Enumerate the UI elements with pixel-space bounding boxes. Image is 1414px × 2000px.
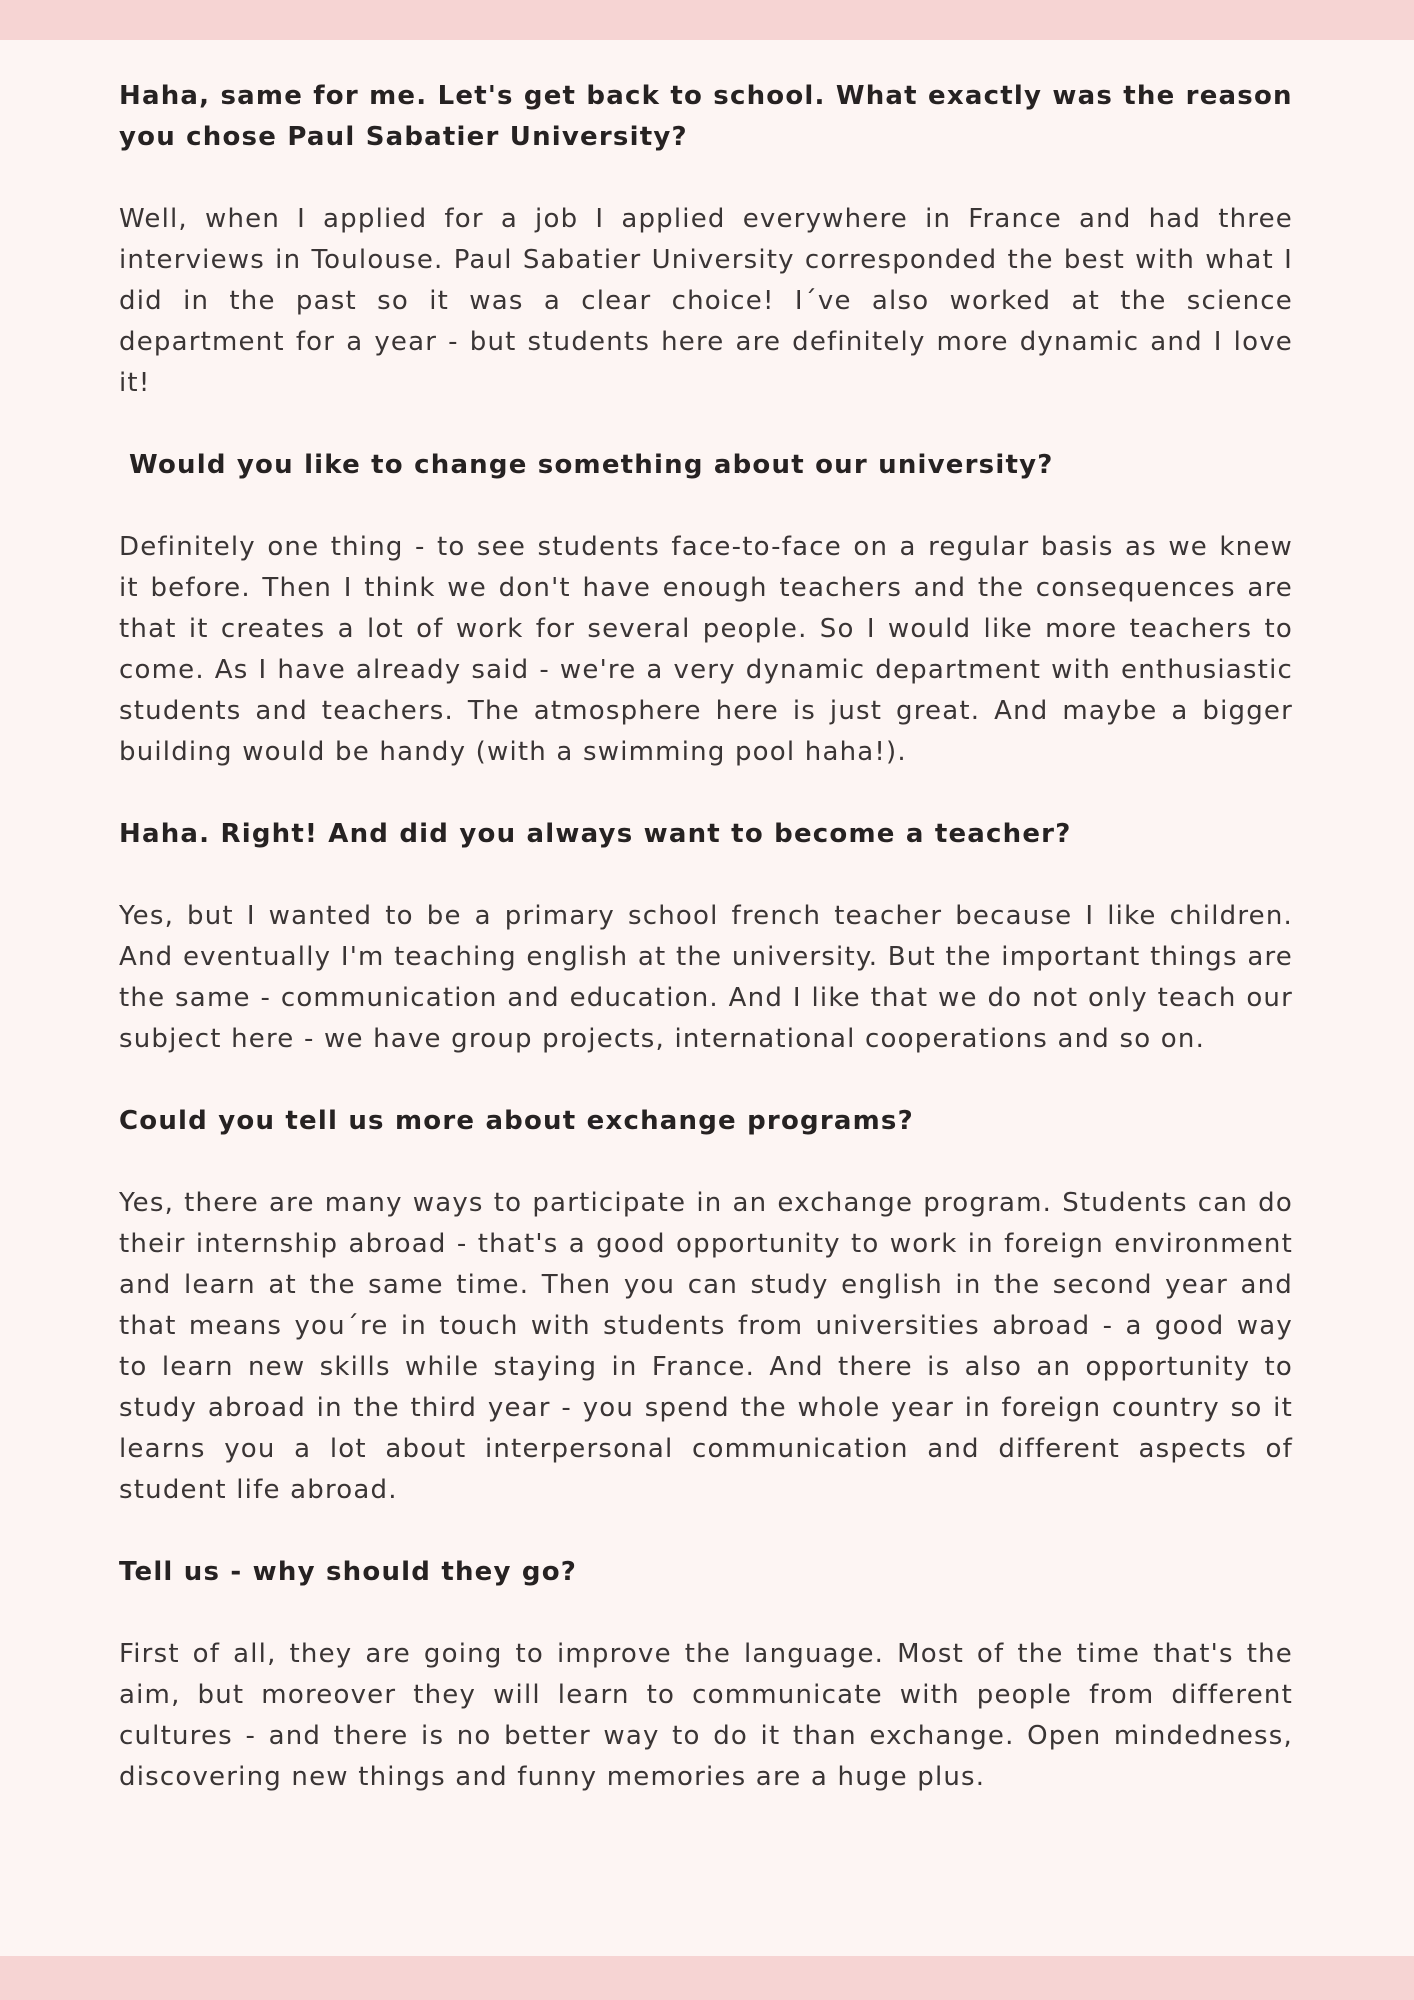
bottom-decorative-band [0, 1956, 1414, 2000]
answer-1: Well, when I applied for a job I applied everywhere in France and had three interviews in Toulouse. Paul Sabatier University corresponded the best with what I did in the past so it was a clear choice! I´ve also worked at the science department for a year - but students here are definitely more dynamic and I love it! [119, 204, 1293, 398]
answer-3: Yes, but I wanted to be a primary school french teacher because I like children. And eventually I'm teaching english at the university. But the important things are the same - communication and education. And I like that we do not only teach our subject here - we have group projects, international cooperations and so on. [119, 901, 1293, 1054]
top-decorative-band [0, 0, 1414, 40]
interview-body [119, 76, 1293, 1839]
answer-5: First of all, they are going to improve the language. Most of the time that's the aim, but moreover they will learn to communicate with people from different cultures - and there is no better way to do it than exchange. Open mindedness, discovering new things and funny memories are a huge plus. [119, 1639, 1293, 1792]
answer-4: Yes, there are many ways to participate in an exchange program. Students can do their internship abroad - that's a good opportunity to work in foreign environment and learn at the same time. Then you can study english in the second year and that means you´re in touch with students from universities abroad - a good way to learn new skills while staying in France. And there is also an opportunity to study abroad in the third year - you spend the whole year in foreign country so it learns you a lot about interpersonal communication and different aspects of student life abroad. [119, 1188, 1293, 1505]
question-2: Would you like to change something about our university? [129, 450, 1054, 480]
answer-2: Definitely one thing - to see students face-to-face on a regular basis as we knew it before. Then I think we don't have enough teachers and the consequences are that it creates a lot of work for several people. So I would like more teachers to come. As I have already said - we're a very dynamic department with enthusiastic students and teachers. The atmosphere here is just great. And maybe a bigger building would be handy (with a swimming pool haha!). [119, 532, 1293, 767]
question-4: Could you tell us more about exchange programs? [119, 1106, 914, 1136]
question-1: Haha, same for me. Let's get back to school. What exactly was the reason you chose Paul Sabatier University? [119, 81, 1293, 152]
question-3: Haha. Right! And did you always want to become a teacher? [119, 819, 1072, 849]
question-5: Tell us - why should they go? [119, 1557, 578, 1587]
